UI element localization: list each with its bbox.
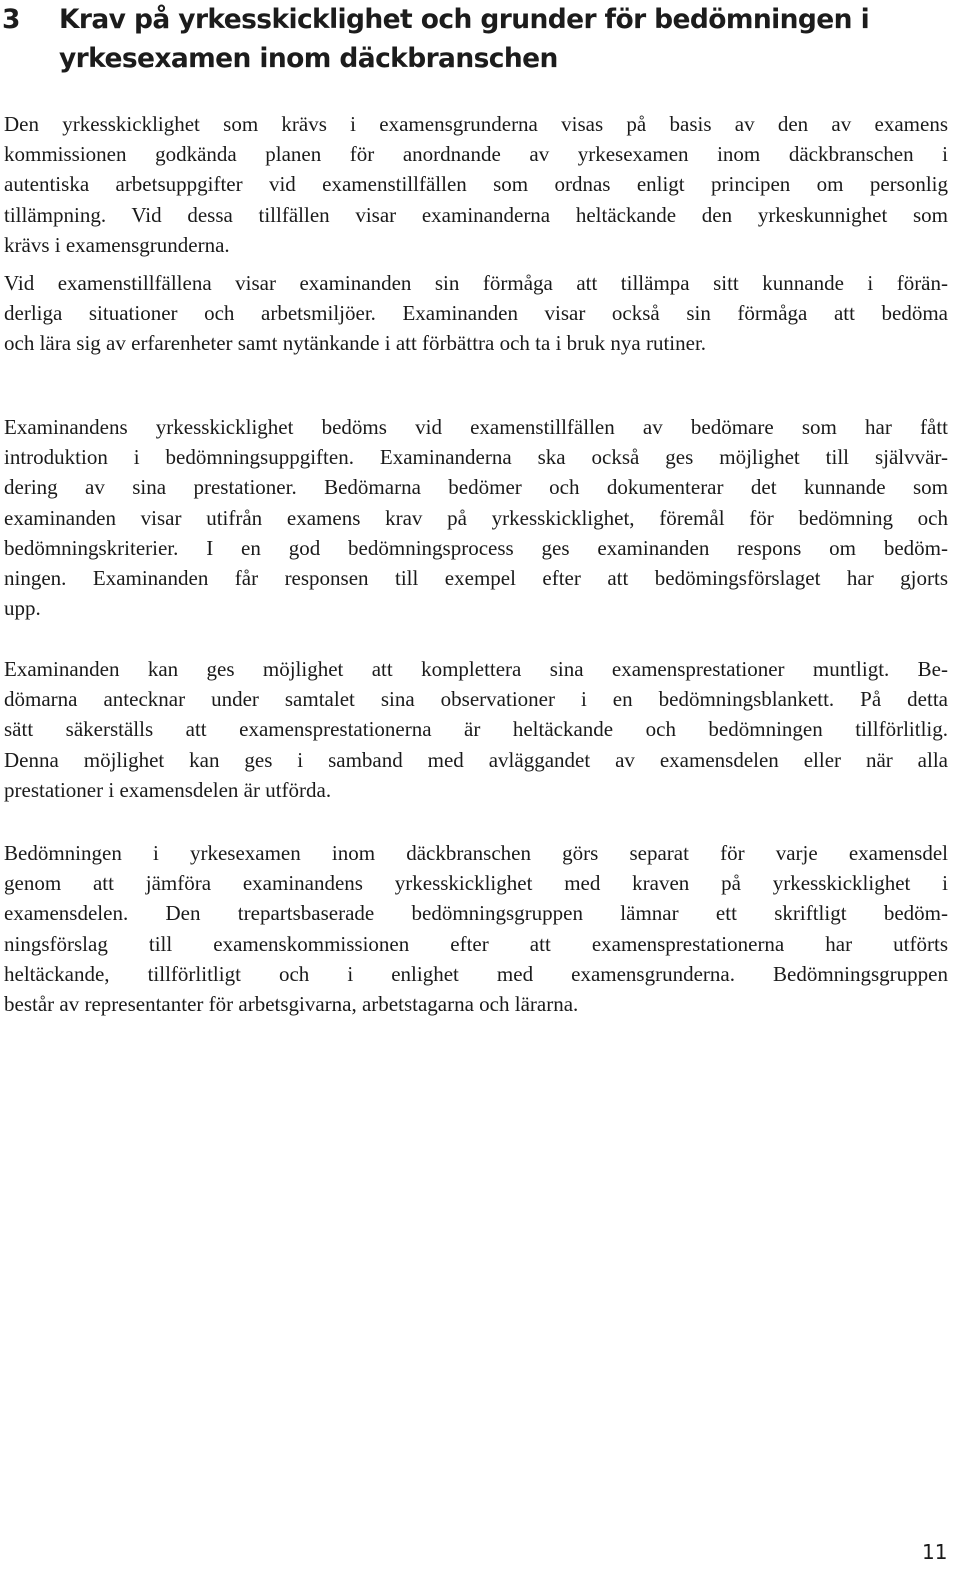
text-line: Vid examenstillfällena visar examinanden sin förmåga att tillämpa sitt kunnande i förän- <box>4 271 948 295</box>
section-title-line: Krav på yrkesskicklighet och grunder för bedömningen i <box>59 4 870 35</box>
text-line: Bedömningen i yrkesexamen inom däckbranschen görs separat för varje examensdel <box>4 841 948 865</box>
text-line: Examinandens yrkesskicklighet bedöms vid examenstillfällen av bedömare som har fått <box>4 415 948 439</box>
text-line: Den yrkesskicklighet som krävs i examensgrunderna visas på basis av den av examens <box>4 112 948 136</box>
text-line: kommissionen godkända planen för anordnande av yrkesexamen inom däckbranschen i <box>4 142 948 167</box>
paragraph-5 <box>4 838 948 1019</box>
text-line: tillämpning. Vid dessa tillfällen visar examinanderna heltäckande den yrkeskunnighet som <box>4 202 948 227</box>
text-line: heltäckande, tillförlitligt och i enlighet med examensgrunderna. Bedömningsgruppen <box>4 961 948 986</box>
paragraph-2 <box>4 268 948 359</box>
text-line: består av representanter för arbetsgivarna, arbetstagarna och lärarna. <box>4 991 579 1016</box>
text-line: dering av sina prestationer. Bedömarna bedömer och dokumenterar det kunnande som <box>4 475 948 500</box>
section-number: 3 <box>2 4 20 35</box>
paragraph-1 <box>4 109 948 260</box>
text-line: krävs i examensgrunderna. <box>4 232 230 257</box>
section-title-line: yrkesexamen inom däckbranschen <box>59 43 558 74</box>
text-line: sätt säkerställs att examensprestationerna är heltäckande och bedömningen tillförlitlig. <box>4 717 948 742</box>
text-line: ningsförslag till examenskommissionen efter att examensprestationerna har utförts <box>4 931 948 956</box>
text-line: genom att jämföra examinandens yrkesskicklighet med kraven på yrkesskicklighet i <box>4 871 948 896</box>
text-line: Examinanden kan ges möjlighet att komplettera sina examensprestationer muntligt. Be- <box>4 657 948 681</box>
text-line: och lära sig av erfarenheter samt nytänkande i att förbättra och ta i bruk nya rutiner. <box>4 331 707 356</box>
text-line: autentiska arbetsuppgifter vid examenstillfällen som ordnas enligt principen om personlig <box>4 172 948 197</box>
text-line: dömarna antecknar under samtalet sina observationer i en bedömningsblankett. På detta <box>4 687 948 712</box>
paragraph-4 <box>4 654 948 805</box>
text-line: bedömningskriterier. I en god bedömningsprocess ges examinanden respons om bedöm- <box>4 535 948 560</box>
text-line: examinanden visar utifrån examens krav på yrkesskicklighet, föremål för bedömning och <box>4 505 948 530</box>
paragraph-3 <box>4 412 948 623</box>
text-line: examensdelen. Den trepartsbaserade bedömningsgruppen lämnar ett skriftligt bedöm- <box>4 901 948 926</box>
text-line: derliga situationer och arbetsmiljöer. Examinanden visar också sin förmåga att bedöma <box>4 301 948 326</box>
text-line: ningen. Examinanden får responsen till exempel efter att bedömingsförslaget har gjorts <box>4 565 948 590</box>
text-line: prestationer i examensdelen är utförda. <box>4 777 332 802</box>
text-line: introduktion i bedömningsuppgiften. Examinanderna ska också ges möjlighet till självvär- <box>4 445 948 470</box>
text-line: upp. <box>4 596 41 621</box>
text-line: Denna möjlighet kan ges i samband med avläggandet av examensdelen eller när alla <box>4 747 948 772</box>
page-number: 11 <box>922 1540 948 1564</box>
